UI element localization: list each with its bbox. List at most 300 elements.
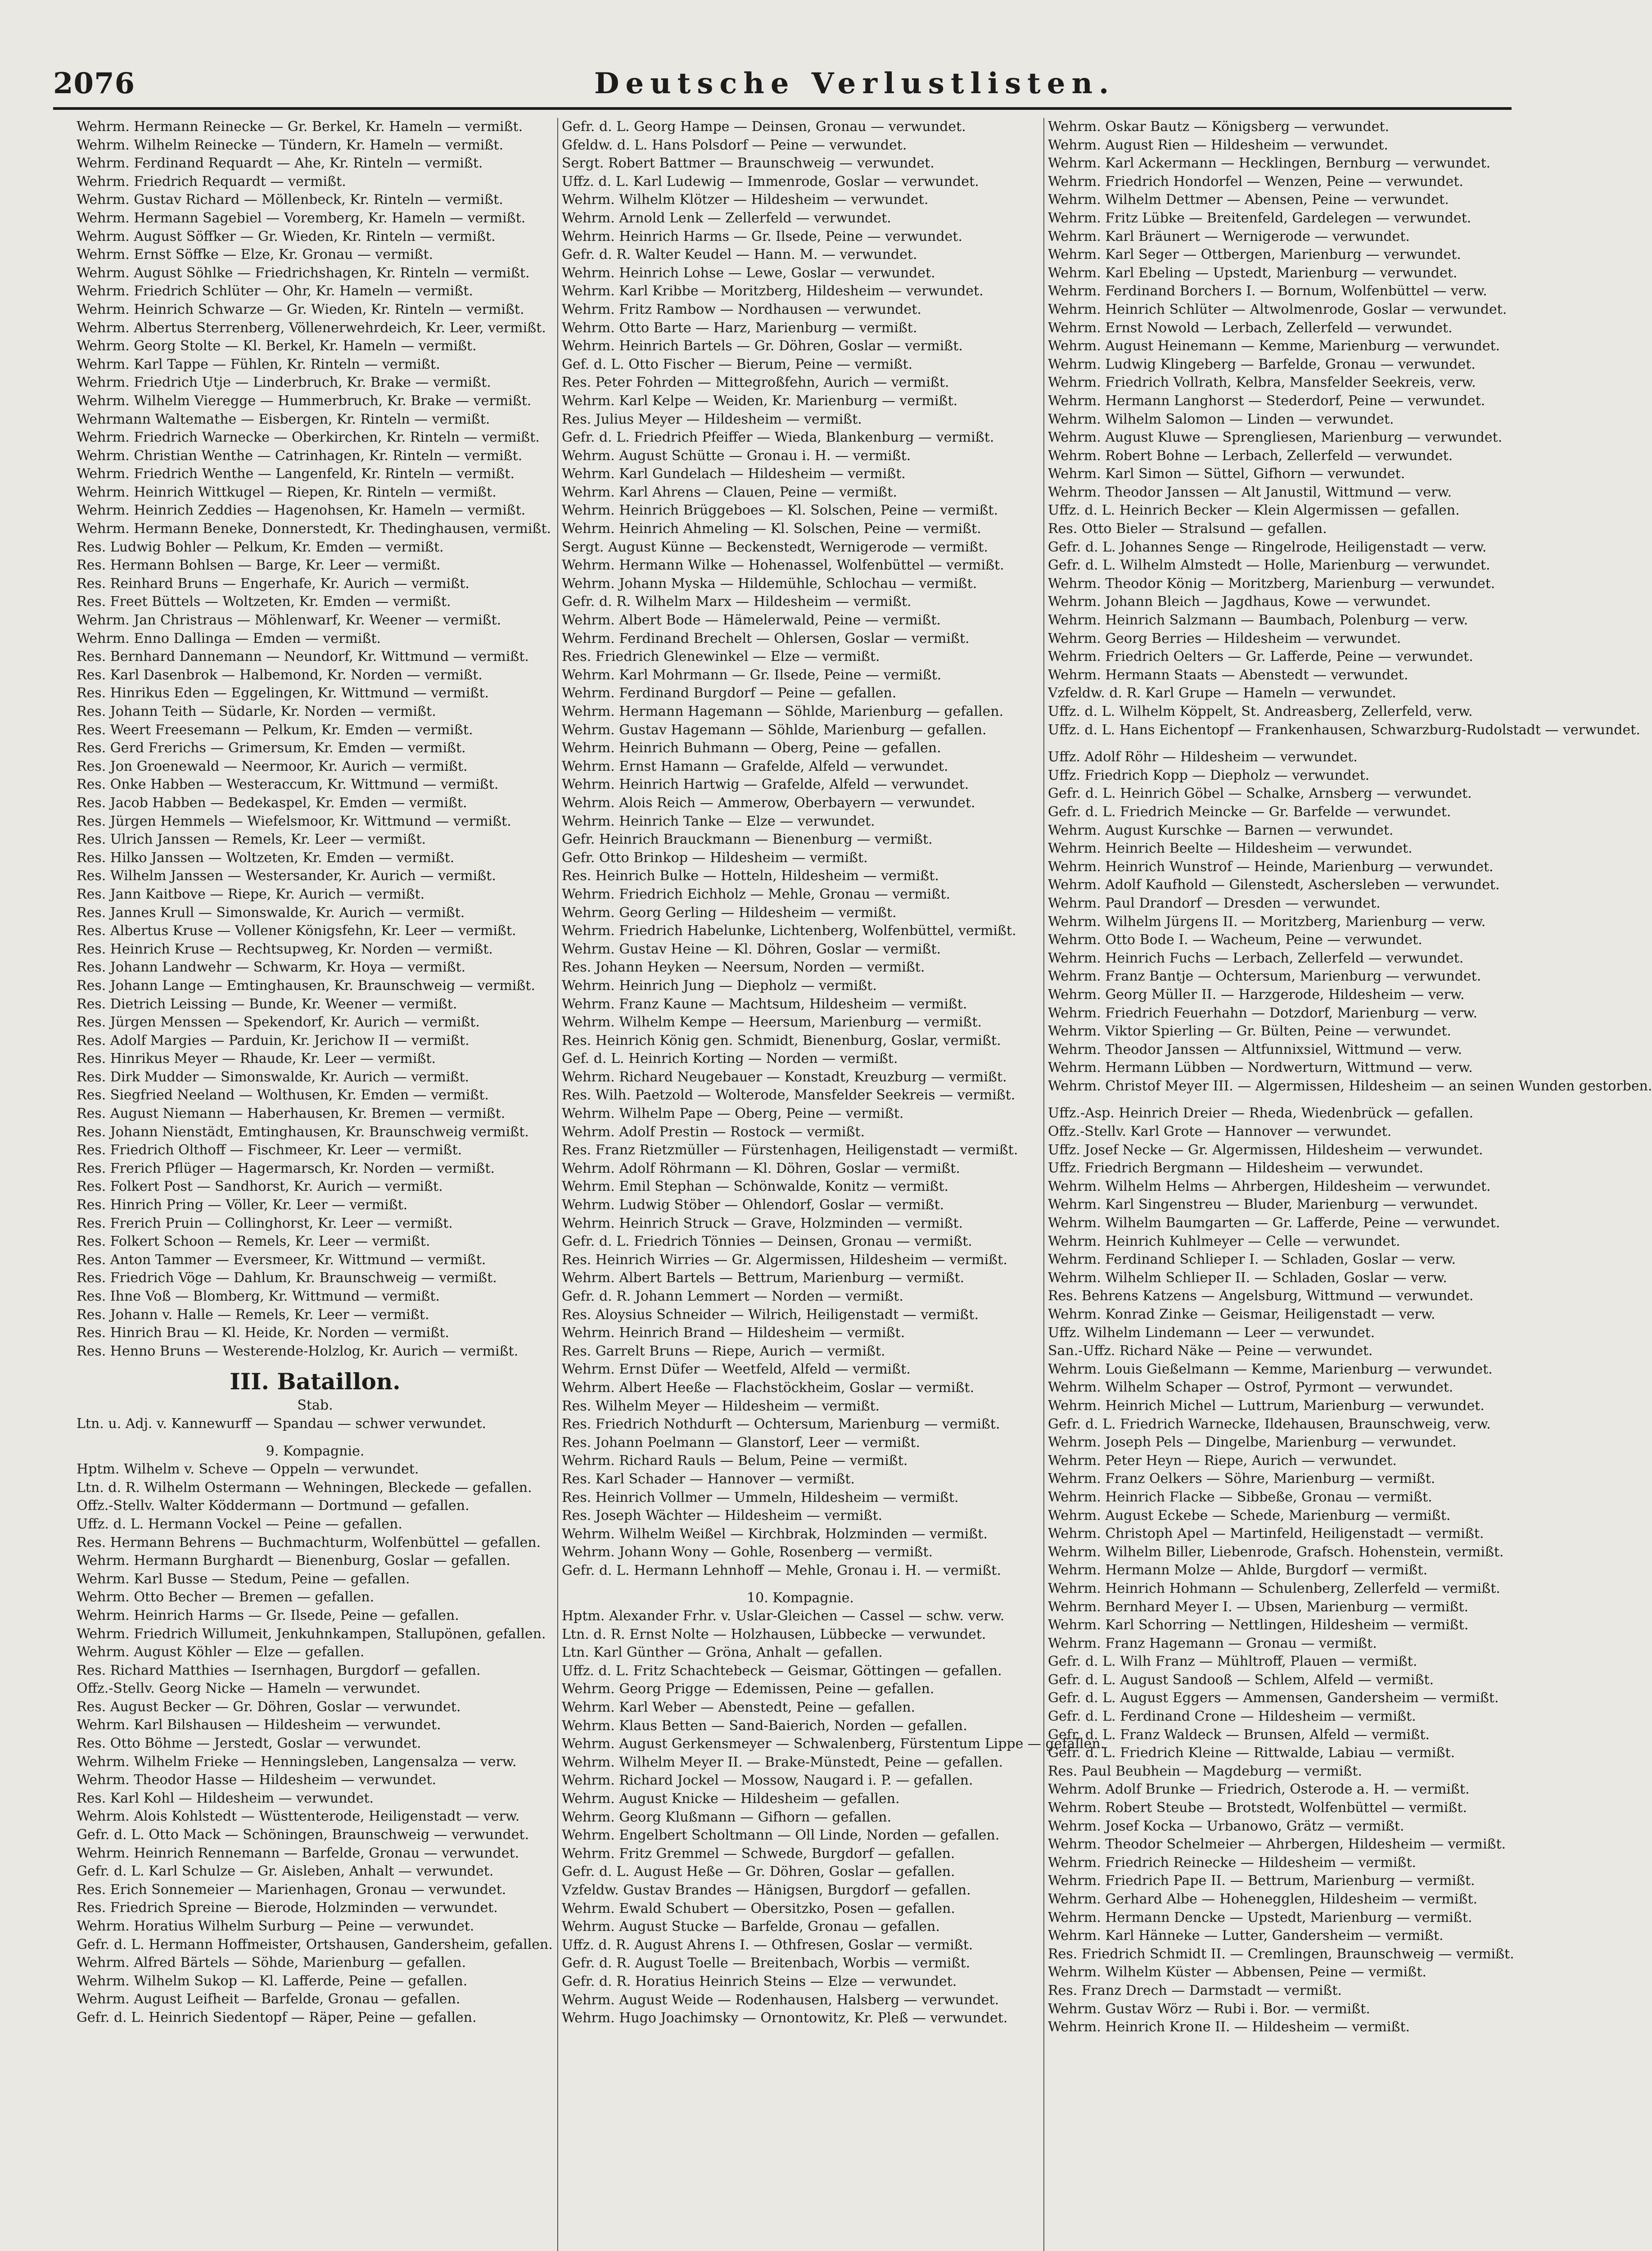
list-entry: Wehrm. Richard Neugebauer — Konstadt, Kreuzburg — vermißt. — [562, 1069, 1007, 1085]
list-entry: Offz.-Stellv. Georg Nicke — Hameln — verwundet. — [77, 1681, 421, 1697]
list-entry: Wehrm. Heinrich Schwarze — Gr. Wieden, Kr. Rinteln — vermißt. — [77, 301, 524, 317]
list-entry: Wehrm. Heinrich Lohse — Lewe, Goslar — verwundet. — [562, 265, 935, 281]
list-entry: Wehrm. Friedrich Eichholz — Mehle, Gronau — vermißt. — [562, 886, 950, 902]
list-entry: Res. Adolf Margies — Parduin, Kr. Jerichow II — vermißt. — [77, 1032, 469, 1049]
list-entry: Wehrm. August Rien — Hildesheim — verwundet. — [1048, 137, 1388, 153]
list-entry: Wehrm. Friedrich Pape II. — Bettrum, Marienburg — vermißt. — [1048, 1873, 1475, 1889]
list-entry: Gefr. d. L. Otto Mack — Schöningen, Braunschweig — verwundet. — [77, 1827, 529, 1843]
list-entry: Wehrm. Karl Ebeling — Upstedt, Marienburg — verwundet. — [1048, 265, 1458, 281]
list-entry: Wehrm. Wilhelm Pape — Oberg, Peine — vermißt. — [562, 1106, 904, 1122]
list-entry: Wehrm. August Gerkensmeyer — Schwalenberg, Fürstentum Lippe — gefallen. — [562, 1736, 1105, 1752]
list-entry: Wehrm. Wilhelm Schaper — Ostrof, Pyrmont — verwundet. — [1048, 1379, 1453, 1396]
list-entry: Gefr. d. R. August Toelle — Breitenbach, Worbis — vermißt. — [562, 1955, 970, 1971]
list-entry: Wehrm. Johann Wony — Gohle, Rosenberg — vermißt. — [562, 1544, 933, 1560]
list-entry: Wehrm. Theodor König — Moritzberg, Marienburg — verwundet. — [1048, 575, 1495, 592]
list-entry: Res. Henno Bruns — Westerende-Holzlog, Kr. Aurich — vermißt. — [77, 1343, 519, 1359]
list-entry: Wehrm. Theodor Hasse — Hildesheim — verwundet. — [77, 1772, 437, 1788]
list-entry: Wehrm. Heinrich Harms — Gr. Ilsede, Peine — verwundet. — [562, 228, 963, 244]
list-entry: Wehrm. Ferdinand Requardt — Ahe, Kr. Rinteln — vermißt. — [77, 155, 483, 172]
list-entry: Res. Hermann Behrens — Buchmachturm, Wolfenbüttel — gefallen. — [77, 1534, 541, 1550]
list-entry: Wehrm. Albertus Sterrenberg, Völlenerwehrdeich, Kr. Leer, vermißt. — [77, 320, 546, 336]
list-entry: Res. August Becker — Gr. Döhren, Goslar — verwundet. — [77, 1699, 461, 1715]
list-entry: Wehrm. Wilhelm Vieregge — Hummerbruch, Kr. Brake — vermißt. — [77, 393, 532, 409]
list-entry: Wehrm. Otto Barte — Harz, Marienburg — vermißt. — [562, 320, 917, 336]
list-entry: Res. Folkert Post — Sandhorst, Kr. Aurich — vermißt. — [77, 1179, 443, 1195]
list-entry: Wehrm. Hugo Joachimsky — Ornontowitz, Kr. Pleß — verwundet. — [562, 2010, 1008, 2026]
list-entry: Wehrm. Arnold Lenk — Zellerfeld — verwundet. — [562, 210, 891, 226]
list-entry: Wehrm. Wilhelm Jürgens II. — Moritzberg, Marienburg — verw. — [1048, 913, 1486, 930]
list-entry: Wehrm. Gustav Hagemann — Söhlde, Marienburg — gefallen. — [562, 722, 987, 738]
list-entry: Gefr. d. L. Hermann Hoffmeister, Ortshausen, Gandersheim, gefallen. — [77, 1936, 553, 1953]
list-entry: Res. Johann Poelmann — Glanstorf, Leer — vermißt. — [562, 1434, 920, 1451]
list-entry: Wehrm. Klaus Betten — Sand-Baierich, Norden — gefallen. — [562, 1718, 967, 1734]
list-entry: Wehrm. Albert Bode — Hämelerwald, Peine — vermißt. — [562, 612, 941, 628]
list-entry: Wehrm. Friedrich Warnecke — Oberkirchen, Kr. Rinteln — vermißt. — [77, 429, 540, 446]
list-entry: Gef. d. L. Otto Fischer — Bierum, Peine — vermißt. — [562, 356, 913, 372]
list-entry: Res. Johann Landwehr — Schwarm, Kr. Hoya — vermißt. — [77, 959, 466, 976]
list-entry: Gefr. d. L. Wilh Franz — Mühltroff, Plauen — vermißt. — [1048, 1654, 1417, 1670]
list-entry: Wehrm. Georg Müller II. — Harzgerode, Hildesheim — verw. — [1048, 986, 1465, 1003]
battalion-heading: III. Bataillon. — [230, 1368, 401, 1395]
list-entry: Res. Paul Beubhein — Magdeburg — vermißt. — [1048, 1763, 1362, 1779]
list-entry: Uffz. d. L. Karl Ludewig — Immenrode, Goslar — verwundet. — [562, 173, 979, 190]
list-entry: Res. Karl Dasenbrok — Halbemond, Kr. Norden — vermißt. — [77, 667, 483, 683]
list-entry: Wehrm. Ferdinand Brechelt — Ohlersen, Goslar — vermißt. — [562, 630, 970, 646]
list-entry: Wehrm. Christoph Apel — Martinfeld, Heiligenstadt — vermißt. — [1048, 1526, 1484, 1542]
list-entry: Res. Erich Sonnemeier — Marienhagen, Gronau — verwundet. — [77, 1881, 506, 1898]
list-entry: Res. Hermann Bohlsen — Barge, Kr. Leer — vermißt. — [77, 557, 441, 574]
list-entry: Wehrm. Wilhelm Frieke — Henningsleben, Langensalza — verw. — [77, 1754, 517, 1770]
list-entry: Wehrm. Adolf Prestin — Rostock — vermißt. — [562, 1124, 865, 1140]
list-entry: Wehrm. Karl Hänneke — Lutter, Gandersheim — vermißt. — [1048, 1928, 1444, 1944]
list-entry: Wehrm. Heinrich Wittkugel — Riepen, Kr. Rinteln — vermißt. — [77, 484, 497, 500]
list-entry: Wehrm. Ludwig Klingeberg — Barfelde, Gronau — verwundet. — [1048, 356, 1476, 372]
company-heading: 10. Kompagnie. — [747, 1590, 854, 1606]
list-entry: Wehrm. Richard Jockel — Mossow, Naugard i. P. — gefallen. — [562, 1772, 973, 1789]
list-entry: Wehrm. Ferdinand Borchers I. — Bornum, Wolfenbüttel — verw. — [1048, 283, 1487, 299]
list-entry: Wehrm. Robert Steube — Brotstedt, Wolfenbüttel — vermißt. — [1048, 1800, 1467, 1816]
list-entry: Res. Anton Tammer — Eversmeer, Kr. Wittmund — vermißt. — [77, 1252, 486, 1268]
list-entry: Wehrm. Ludwig Stöber — Ohlendorf, Goslar — vermißt. — [562, 1197, 944, 1213]
list-entry: Res. Jannes Krull — Simonswalde, Kr. Aurich — vermißt. — [77, 904, 465, 921]
list-entry: Wehrm. Hermann Wilke — Hohenassel, Wolfenbüttel — vermißt. — [562, 557, 1004, 574]
list-entry: Wehrm. Hermann Lübben — Nordwerturn, Wittmund — verw. — [1048, 1060, 1473, 1076]
list-entry: Wehrm. Ernst Nowold — Lerbach, Zellerfeld — verwundet. — [1048, 320, 1453, 336]
list-entry: Wehrm. Hermann Beneke, Donnerstedt, Kr. Thedinghausen, vermißt. — [77, 521, 551, 537]
list-entry: Res. Peter Fohrden — Mittegroßfehn, Aurich — vermißt. — [562, 375, 949, 391]
list-entry — [1048, 739, 1512, 748]
list-entry: Gefr. d. L. Heinrich Siedentopf — Räper, Peine — gefallen. — [77, 2009, 477, 2025]
list-entry: Res. Hinrikus Meyer — Rhaude, Kr. Leer — vermißt. — [77, 1051, 436, 1067]
list-entry: Wehrm. Heinrich Ahmeling — Kl. Solschen, Peine — vermißt. — [562, 521, 981, 537]
list-entry: Wehrm. Peter Heyn — Riepe, Aurich — verwundet. — [1048, 1452, 1397, 1469]
list-entry: Vzfeldw. d. R. Karl Grupe — Hameln — verwundet. — [1048, 685, 1396, 701]
list-entry: Gefr. d. L. Heinrich Göbel — Schalke, Arnsberg — verwundet. — [1048, 786, 1472, 802]
list-entry: Wehrm. Heinrich Hohmann — Schulenberg, Zellerfeld — vermißt. — [1048, 1580, 1500, 1596]
list-entry: Res. Hinrikus Eden — Eggelingen, Kr. Wittmund — vermißt. — [77, 685, 489, 701]
list-entry: Wehrm. Heinrich Brüggeboes — Kl. Solschen, Peine — vermißt. — [562, 502, 998, 519]
list-entry: Wehrm. Friedrich Wenthe — Langenfeld, Kr. Rinteln — vermißt. — [77, 466, 515, 482]
list-entry: Res. Behrens Katzens — Angelsburg, Wittmund — verwundet. — [1048, 1288, 1474, 1304]
list-entry: Wehrm. Ewald Schubert — Obersitzko, Posen — gefallen. — [562, 1900, 955, 1917]
list-entry: Wehrm. Adolf Röhrmann — Kl. Döhren, Goslar — vermißt. — [562, 1160, 960, 1176]
list-entry: Wehrm. Emil Stephan — Schönwalde, Konitz — vermißt. — [562, 1179, 949, 1195]
list-entry: Res. Dirk Mudder — Simonswalde, Kr. Aurich — vermißt. — [77, 1069, 469, 1085]
list-entry: Wehrm. Friedrich Schlüter — Ohr, Kr. Hameln — vermißt. — [77, 283, 473, 299]
list-entry: Wehrm. Georg Prigge — Edemissen, Peine — gefallen. — [562, 1681, 934, 1697]
list-entry: Res. Frerich Pflüger — Hagermarsch, Kr. Norden — vermißt. — [77, 1160, 495, 1176]
list-entry: Wehrm. Friedrich Requardt — vermißt. — [77, 173, 346, 190]
header-rule — [53, 107, 1512, 110]
list-entry: Res. Hinrich Brau — Kl. Heide, Kr. Norden — vermißt. — [77, 1325, 450, 1341]
list-entry: Wehrm. Ferdinand Schlieper I. — Schladen, Goslar — verw. — [1048, 1252, 1456, 1268]
list-entry: Gefr. d. R. Horatius Heinrich Steins — Elze — verwundet. — [562, 1973, 957, 1989]
list-entry: Wehrm. Heinrich Jung — Diepholz — vermißt. — [562, 977, 877, 994]
list-entry: Wehrm. Heinrich Fuchs — Lerbach, Zellerfeld — verwundet. — [1048, 950, 1464, 966]
staff-heading: Stab. — [297, 1397, 333, 1414]
list-entry: Wehrm. Wilhelm Sukop — Kl. Lafferde, Peine — gefallen. — [77, 1973, 468, 1989]
list-entry: Wehrm. August Stucke — Barfelde, Gronau — gefallen. — [562, 1919, 940, 1935]
list-entry: Wehrm. Heinrich Struck — Grave, Holzminden — vermißt. — [562, 1215, 963, 1231]
casualty-list — [562, 1607, 1105, 2028]
page-number: 2076 — [53, 67, 135, 100]
list-entry: Wehrm. Karl Mohrmann — Gr. Ilsede, Peine — vermißt. — [562, 667, 942, 683]
list-entry: Wehrm. Gustav Heine — Kl. Döhren, Goslar — vermißt. — [562, 941, 941, 957]
list-entry: Res. Reinhard Bruns — Engerhafe, Kr. Aurich — vermißt. — [77, 575, 469, 592]
list-entry: Wehrm. August Söffker — Gr. Wieden, Kr. Rinteln — vermißt. — [77, 228, 496, 244]
page-title: Deutsche Verlustlisten. — [594, 67, 1115, 100]
list-entry: Gefr. d. L. Karl Schulze — Gr. Aisleben, Anhalt — verwundet. — [77, 1863, 494, 1880]
list-entry: Res. Siegfried Neeland — Wolthusen, Kr. Emden — vermißt. — [77, 1087, 489, 1103]
casualty-list — [77, 1460, 554, 2027]
list-entry: Wehrm. Josef Kocka — Urbanowo, Grätz — vermißt. — [1048, 1818, 1404, 1834]
list-entry: Wehrm. Gustav Richard — Möllenbeck, Kr. Rinteln — vermißt. — [77, 192, 503, 208]
list-entry: Wehrm. Gerhard Albe — Hohenegglen, Hildesheim — vermißt. — [1048, 1891, 1478, 1907]
list-entry: Res. Aloysius Schneider — Wilrich, Heiligenstadt — vermißt. — [562, 1306, 979, 1323]
list-entry: Offz.-Stellv. Walter Köddermann — Dortmund — gefallen. — [77, 1498, 469, 1514]
list-entry: Gefr. d. L. Friedrich Meincke — Gr. Barfelde — verwundet. — [1048, 804, 1451, 820]
list-entry: Res. Jürgen Menssen — Spekendorf, Kr. Aurich — vermißt. — [77, 1014, 480, 1031]
list-entry: Res. Franz Rietzmüller — Fürstenhagen, Heiligenstadt — vermißt. — [562, 1142, 1018, 1158]
list-entry: Wehrm. Wilhelm Kempe — Heersum, Marienburg — vermißt. — [562, 1014, 982, 1031]
list-entry: Wehrm. Georg Gerling — Hildesheim — vermißt. — [562, 904, 897, 921]
list-entry: Wehrm. Friedrich Habelunke, Lichtenberg, Wolfenbüttel, vermißt. — [562, 923, 1016, 939]
list-entry: Wehrm. Christian Wenthe — Catrinhagen, Kr. Rinteln — vermißt. — [77, 447, 523, 464]
list-entry: Ltn. d. R. Wilhelm Ostermann — Wehningen, Bleckede — gefallen. — [77, 1479, 532, 1496]
list-entry: Uffz. d. L. Hermann Vockel — Peine — gefallen. — [77, 1516, 402, 1532]
list-entry: Wehrm. Gustav Wörz — Rubi i. Bor. — vermißt. — [1048, 2001, 1370, 2017]
list-entry: Res. Johann Lange — Emtinghausen, Kr. Braunschweig — vermißt. — [77, 977, 536, 994]
list-entry: Gefr. d. L. August Sandooß — Schlem, Alfeld — vermißt. — [1048, 1672, 1434, 1688]
list-entry: Uffz. Wilhelm Lindemann — Leer — verwundet. — [1048, 1324, 1375, 1341]
list-entry: Res. Friedrich Vöge — Dahlum, Kr. Braunschweig — vermißt. — [77, 1270, 497, 1286]
list-entry: Wehrm. Georg Berries — Hildesheim — verwundet. — [1048, 630, 1401, 646]
list-entry: Wehrm. Heinrich Harms — Gr. Ilsede, Peine — gefallen. — [77, 1607, 459, 1623]
list-entry: Wehrm. Wilhelm Klötzer — Hildesheim — verwundet. — [562, 192, 929, 208]
list-entry: Wehrm. August Weide — Rodenhausen, Halsberg — verwundet. — [562, 1992, 999, 2008]
list-entry: Res. Frerich Pruin — Collinghorst, Kr. Leer — vermißt. — [77, 1215, 453, 1231]
list-entry: Uffz. d. L. Hans Eichentopf — Frankenhausen, Schwarzburg-Rudolstadt — verwundet. — [1048, 722, 1640, 738]
list-entry: Res. Franz Drech — Darmstadt — vermißt. — [1048, 1982, 1342, 1998]
staff-entry: Ltn. u. Adj. v. Kannewurff — Spandau — schwer verwundet. — [77, 1415, 487, 1432]
list-entry: Wehrm. Wilhelm Meyer II. — Brake-Münstedt, Peine — gefallen. — [562, 1754, 1003, 1770]
list-entry: Res. Heinrich Vollmer — Ummeln, Hildesheim — vermißt. — [562, 1489, 959, 1505]
list-entry: Wehrm. Karl Kelpe — Weiden, Kr. Marienburg — vermißt. — [562, 393, 958, 409]
list-entry: Wehrm. August Knicke — Hildesheim — gefallen. — [562, 1791, 900, 1807]
list-entry: Wehrm. Heinrich Salzmann — Baumbach, Polenburg — verw. — [1048, 612, 1468, 628]
list-entry: Res. Garrelt Bruns — Riepe, Aurich — vermißt. — [562, 1343, 885, 1359]
list-entry: Wehrm. Friedrich Vollrath, Kelbra, Mansfelder Seekreis, verw. — [1048, 375, 1476, 391]
list-entry: Res. Friedrich Olthoff — Fischmeer, Kr. Leer — vermißt. — [77, 1142, 462, 1158]
list-entry: Wehrm. Richard Rauls — Belum, Peine — vermißt. — [562, 1453, 908, 1469]
list-entry: Res. Richard Matthies — Isernhagen, Burgdorf — gefallen. — [77, 1662, 481, 1678]
list-entry: Res. Hinrich Pring — Völler, Kr. Leer — vermißt. — [77, 1197, 408, 1213]
list-entry: Wehrm. Oskar Bautz — Königsberg — verwundet. — [1048, 119, 1390, 135]
list-entry: Wehrm. Karl Bräunert — Wernigerode — verwundet. — [1048, 228, 1410, 244]
list-entry: Wehrm. Karl Ackermann — Hecklingen, Bernburg — verwundet. — [1048, 155, 1491, 172]
list-entry: Res. Onke Habben — Westeraccum, Kr. Wittmund — vermißt. — [77, 777, 499, 793]
list-entry: Uffz. Adolf Röhr — Hildesheim — verwundet. — [1048, 749, 1358, 765]
list-entry: Res. Ihne Voß — Blomberg, Kr. Wittmund — vermißt. — [77, 1288, 440, 1304]
list-entry: Res. Johann Nienstädt, Emtinghausen, Kr. Braunschweig vermißt. — [77, 1124, 529, 1140]
list-entry: Wehrm. Theodor Janssen — Alt Janustil, Wittmund — verw. — [1048, 484, 1452, 500]
list-entry: Wehrm. Heinrich Brand — Hildesheim — vermißt. — [562, 1325, 905, 1341]
list-entry: Wehrm. Fritz Rambow — Nordhausen — verwundet. — [562, 301, 921, 317]
list-entry: Wehrm. Adolf Brunke — Friedrich, Osterode a. H. — vermißt. — [1048, 1781, 1470, 1798]
list-entry: Res. Friedrich Schmidt II. — Cremlingen, Braunschweig — vermißt. — [1048, 1946, 1514, 1962]
list-entry: Gefr. d. L. Franz Waldeck — Brunsen, Alfeld — vermißt. — [1048, 1727, 1430, 1743]
list-entry: Wehrm. August Leifheit — Barfelde, Gronau — gefallen. — [77, 1991, 460, 2007]
list-entry: Wehrm. Wilhelm Dettmer — Abensen, Peine — verwundet. — [1048, 192, 1449, 208]
list-entry: Wehrm. Friedrich Feuerhahn — Dotzdorf, Marienburg — verw. — [1048, 1005, 1478, 1021]
casualty-list — [77, 118, 554, 1361]
list-entry: Wehrm. Georg Stolte — Kl. Berkel, Kr. Hameln — vermißt. — [77, 338, 477, 354]
list-entry: Wehrm. Karl Tappe — Fühlen, Kr. Rinteln — vermißt. — [77, 356, 440, 372]
list-entry: Res. Otto Bieler — Stralsund — gefallen. — [1048, 521, 1327, 537]
list-entry: Uffz. d. R. August Ahrens I. — Othfresen, Goslar — vermißt. — [562, 1937, 973, 1953]
list-entry: Wehrm. Ernst Düfer — Weetfeld, Alfeld — vermißt. — [562, 1361, 911, 1378]
list-entry: Wehrm. Robert Bohne — Lerbach, Zellerfeld — verwundet. — [1048, 447, 1453, 464]
list-entry: Offz.-Stellv. Karl Grote — Hannover — verwundet. — [1048, 1124, 1392, 1140]
list-entry: Uffz. d. L. Fritz Schachtebeck — Geismar, Göttingen — gefallen. — [562, 1663, 1002, 1679]
list-entry: Gefr. d. L. Hermann Lehnhoff — Mehle, Gronau i. H. — vermißt. — [562, 1562, 1001, 1578]
list-entry: Wehrm. Friedrich Hondorfel — Wenzen, Peine — verwundet. — [1048, 173, 1463, 190]
list-entry: Wehrm. Franz Oelkers — Söhre, Marienburg — vermißt. — [1048, 1471, 1435, 1487]
list-entry: Res. Johann Heyken — Neersum, Norden — vermißt. — [562, 959, 925, 976]
list-entry: Gefr. d. L. Friedrich Warnecke, Ildehausen, Braunschweig, verw. — [1048, 1416, 1491, 1432]
list-entry: Gefr. d. L. Johannes Senge — Ringelrode, Heiligenstadt — verw. — [1048, 539, 1487, 555]
list-entry: Wehrm. August Heinemann — Kemme, Marienburg — verwundet. — [1048, 338, 1500, 354]
list-entry: Wehrm. Karl Singenstreu — Bluder, Marienburg — verwundet. — [1048, 1197, 1478, 1213]
list-entry: San.-Uffz. Richard Näke — Peine — verwundet. — [1048, 1343, 1373, 1359]
list-entry: Wehrm. Hermann Sagebiel — Voremberg, Kr. Hameln — vermißt. — [77, 210, 526, 226]
list-entry: Hptm. Alexander Frhr. v. Uslar-Gleichen — Cassel — schw. verw. — [562, 1608, 1005, 1624]
list-entry: Wehrm. Georg Klußmann — Gifhorn — gefallen. — [562, 1809, 892, 1825]
list-entry: Res. Freet Büttels — Woltzeten, Kr. Emden — vermißt. — [77, 594, 451, 610]
list-entry: Uffz. d. L. Wilhelm Köppelt, St. Andreasberg, Zellerfeld, verw. — [1048, 704, 1473, 719]
column-separator — [557, 118, 558, 2251]
column-2 — [562, 118, 1105, 2028]
list-entry: Wehrm. August Söhlke — Friedrichshagen, Kr. Rinteln — vermißt. — [77, 265, 530, 281]
list-entry: Sergt. August Künne — Beckenstedt, Wernigerode — vermißt. — [562, 539, 988, 555]
list-entry: Wehrm. Johann Myska — Hildemühle, Schlochau — vermißt. — [562, 575, 977, 592]
list-entry: Wehrm. Jan Christraus — Möhlenwarf, Kr. Weener — vermißt. — [77, 612, 501, 628]
list-entry: Wehrm. Johann Bleich — Jagdhaus, Kowe — verwundet. — [1048, 594, 1431, 610]
list-entry: Wehrm. Heinrich Michel — Luttrum, Marienburg — verwundet. — [1048, 1397, 1485, 1414]
list-entry: Wehrm. Karl Kribbe — Moritzberg, Hildesheim — verwundet. — [562, 283, 984, 299]
list-entry: Res. Ulrich Janssen — Remels, Kr. Leer — vermißt. — [77, 832, 426, 848]
list-entry: Res. Wilhelm Janssen — Westersander, Kr. Aurich — vermißt. — [77, 868, 496, 884]
list-entry: Wehrm. Hermann Dencke — Upstedt, Marienburg — vermißt. — [1048, 1909, 1472, 1926]
list-entry: Res. Heinrich Bulke — Hotteln, Hildesheim — vermißt. — [562, 868, 939, 884]
list-entry: Wehrm. Konrad Zinke — Geismar, Heiligenstadt — verw. — [1048, 1306, 1435, 1322]
list-entry: Wehrm. Theodor Janssen — Altfunnixsiel, Wittmund — verw. — [1048, 1041, 1462, 1058]
list-entry: Wehrm. Albert Heeße — Flachstöckheim, Goslar — vermißt. — [562, 1379, 975, 1396]
list-entry: Uffz.-Asp. Heinrich Dreier — Rheda, Wiedenbrück — gefallen. — [1048, 1105, 1474, 1121]
list-entry: Wehrm. Louis Gießelmann — Kemme, Marienburg — verwundet. — [1048, 1361, 1493, 1377]
list-entry: Wehrm. Heinrich Tanke — Elze — verwundet. — [562, 813, 875, 829]
list-entry: Res. Friedrich Spreine — Bierode, Holzminden — verwundet. — [77, 1900, 498, 1916]
list-entry: Res. Jürgen Hemmels — Wiefelsmoor, Kr. Wittmund — vermißt. — [77, 813, 511, 829]
list-entry: Wehrm. Viktor Spierling — Gr. Bülten, Peine — verwundet. — [1048, 1023, 1451, 1040]
list-entry: Res. Heinrich König gen. Schmidt, Bienenburg, Goslar, vermißt. — [562, 1032, 1001, 1049]
list-entry: Wehrm. Otto Becher — Bremen — gefallen. — [77, 1589, 375, 1605]
list-entry: Res. August Niemann — Haberhausen, Kr. Bremen — vermißt. — [77, 1106, 506, 1122]
list-entry: Res. Folkert Schoon — Remels, Kr. Leer — vermißt. — [77, 1234, 430, 1250]
list-entry: Gefr. Heinrich Brauckmann — Bienenburg — vermißt. — [562, 832, 933, 848]
list-entry: Res. Heinrich Wirries — Gr. Algermissen, Hildesheim — vermißt. — [562, 1252, 1007, 1268]
list-entry: Wehrm. Wilhelm Reinecke — Tündern, Kr. Hameln — vermißt. — [77, 137, 504, 153]
list-entry: Wehrm. Heinrich Flacke — Sibbeße, Gronau — vermißt. — [1048, 1489, 1432, 1505]
list-entry: Gefr. d. R. Walter Keudel — Hann. M. — verwundet. — [562, 247, 917, 263]
list-entry: Wehrm. Heinrich Bartels — Gr. Döhren, Goslar — vermißt. — [562, 338, 963, 354]
list-entry: Wehrmann Waltemathe — Eisbergen, Kr. Rinteln — vermißt. — [77, 411, 490, 427]
list-entry: Wehrm. Theodor Schelmeier — Ahrbergen, Hildesheim — vermißt. — [1048, 1836, 1506, 1853]
list-entry: Res. Otto Böhme — Jerstedt, Goslar — verwundet. — [77, 1736, 421, 1752]
list-entry: Wehrm. Bernhard Meyer I. — Ubsen, Marienburg — vermißt. — [1048, 1599, 1469, 1615]
list-entry: Res. Karl Schader — Hannover — vermißt. — [562, 1471, 855, 1487]
list-entry: Wehrm. Joseph Pels — Dingelbe, Marienburg — verwundet. — [1048, 1434, 1457, 1451]
list-entry: Gefr. d. L. Friedrich Pfeiffer — Wieda, Blankenburg — vermißt. — [562, 429, 994, 446]
casualty-list — [562, 118, 1039, 1580]
list-entry: Wehrm. Wilhelm Biller, Liebenrode, Grafsch. Hohenstein, vermißt. — [1048, 1544, 1504, 1560]
company-heading: 9. Kompagnie. — [266, 1443, 365, 1459]
list-entry: Wehrm. Wilhelm Helms — Ahrbergen, Hildesheim — verwundet. — [1048, 1178, 1491, 1194]
list-entry: Res. Wilhelm Meyer — Hildesheim — vermißt. — [562, 1398, 880, 1414]
list-entry: Wehrm. Karl Busse — Stedum, Peine — gefallen. — [77, 1571, 410, 1587]
list-entry: Gef. d. L. Heinrich Korting — Norden — vermißt. — [562, 1051, 898, 1067]
list-entry: Wehrm. Hermann Langhorst — Stederdorf, Peine — verwundet. — [1048, 393, 1485, 409]
list-entry: Res. Dietrich Leissing — Bunde, Kr. Weener — vermißt. — [77, 996, 457, 1012]
list-entry: Wehrm. Heinrich Buhmann — Oberg, Peine — gefallen. — [562, 740, 941, 756]
list-entry: Wehrm. Heinrich Schlüter — Altwolmenrode, Goslar — verwundet. — [1048, 301, 1507, 317]
list-entry: Wehrm. Hermann Molze — Ahlde, Burgdorf — vermißt. — [1048, 1562, 1428, 1578]
list-entry: Wehrm. Heinrich Hartwig — Grafelde, Alfeld — verwundet. — [562, 777, 969, 793]
list-entry: Gefr. d. L. Georg Hampe — Deinsen, Gronau — verwundet. — [562, 119, 966, 135]
list-entry: Ltn. d. R. Ernst Nolte — Holzhausen, Lübbecke — verwundet. — [562, 1626, 986, 1642]
list-entry: Wehrm. Paul Drandorf — Dresden — verwundet. — [1048, 895, 1381, 911]
list-entry: Res. Johann Teith — Südarle, Kr. Norden — vermißt. — [77, 704, 436, 719]
list-entry: Res. Weert Freesemann — Pelkum, Kr. Emden — vermißt. — [77, 722, 473, 738]
list-entry: Wehrm. August Köhler — Elze — gefallen. — [77, 1644, 365, 1660]
list-entry: Wehrm. Hermann Staats — Abenstedt — verwundet. — [1048, 667, 1408, 683]
list-entry: Gefr. d. L. Ferdinand Crone — Hildesheim — vermißt. — [1048, 1709, 1416, 1725]
list-entry: Uffz. d. L. Heinrich Becker — Klein Algermissen — gefallen. — [1048, 502, 1460, 519]
list-entry: Wehrm. Christof Meyer III. — Algermissen, Hildesheim — an seinen Wunden gestorben. — [1048, 1078, 1652, 1094]
list-entry: Gefr. d. L. Friedrich Kleine — Rittwalde, Labiau — vermißt. — [1048, 1745, 1455, 1761]
column-1 — [77, 118, 554, 2027]
list-entry: Wehrm. Wilhelm Schlieper II. — Schladen, Goslar — verw. — [1048, 1270, 1447, 1286]
list-entry: Wehrm. Franz Bantje — Ochtersum, Marienburg — verwundet. — [1048, 968, 1481, 985]
list-entry: Gefr. d. L. Friedrich Tönnies — Deinsen, Gronau — vermißt. — [562, 1234, 972, 1250]
list-entry: Uffz. Friedrich Bergmann — Hildesheim — verwundet. — [1048, 1160, 1423, 1176]
list-entry: Res. Hilko Janssen — Woltzeten, Kr. Emden — vermißt. — [77, 850, 455, 866]
list-entry: Wehrm. Horatius Wilhelm Surburg — Peine — verwundet. — [77, 1918, 474, 1934]
list-entry: Wehrm. Ernst Söffke — Elze, Kr. Gronau — vermißt. — [77, 247, 433, 263]
list-entry: Wehrm. Ernst Hamann — Grafelde, Alfeld — verwundet. — [562, 758, 948, 774]
list-entry: Wehrm. Alois Kohlstedt — Wüsttenterode, Heiligenstadt — verw. — [77, 1808, 520, 1825]
list-entry: Wehrm. Alfred Bärtels — Söhde, Marienburg — gefallen. — [77, 1955, 466, 1971]
list-entry: Wehrm. Enno Dallinga — Emden — vermißt. — [77, 630, 381, 646]
list-entry: Gefr. d. L. Wilhelm Almstedt — Holle, Marienburg — verwundet. — [1048, 557, 1490, 574]
list-entry: Wehrm. Heinrich Rennemann — Barfelde, Gronau — verwundet. — [77, 1845, 519, 1861]
list-entry: Wehrm. Wilhelm Weißel — Kirchbrak, Holzminden — vermißt. — [562, 1526, 988, 1542]
list-entry: Res. Bernhard Dannemann — Neundorf, Kr. Wittmund — vermißt. — [77, 649, 529, 665]
list-entry: Wehrm. Heinrich Beelte — Hildesheim — verwundet. — [1048, 841, 1413, 857]
list-entry: Wehrm. Alois Reich — Ammerow, Oberbayern — verwundet. — [562, 795, 975, 811]
list-entry: Wehrm. Hermann Burghardt — Bienenburg, Goslar — gefallen. — [77, 1553, 510, 1569]
list-entry: Wehrm. Adolf Kaufhold — Gilenstedt, Aschersleben — verwundet. — [1048, 877, 1500, 893]
column-3 — [1048, 118, 1652, 2037]
list-entry: Sergt. Robert Battmer — Braunschweig — verwundet. — [562, 155, 934, 172]
list-entry: Res. Julius Meyer — Hildesheim — vermißt. — [562, 411, 862, 427]
list-entry: Res. Heinrich Kruse — Rechtsupweg, Kr. Norden — vermißt. — [77, 941, 493, 957]
list-entry: Wehrm. Friedrich Reinecke — Hildesheim — vermißt. — [1048, 1854, 1417, 1871]
list-entry: Gfeldw. d. L. Hans Polsdorf — Peine — verwundet. — [562, 137, 907, 153]
list-entry: Gefr. d. L. August Eggers — Ammensen, Gandersheim — vermißt. — [1048, 1690, 1499, 1706]
list-entry: Wehrm. Fritz Gremmel — Schwede, Burgdorf — gefallen. — [562, 1845, 955, 1862]
list-entry: Ltn. Karl Günther — Gröna, Anhalt — gefallen. — [562, 1645, 883, 1661]
list-entry: Uffz. Friedrich Kopp — Diepholz — verwundet. — [1048, 767, 1370, 783]
list-entry: Res. Joseph Wächter — Hildesheim — vermißt. — [562, 1508, 883, 1524]
list-entry: Res. Wilh. Paetzold — Wolterode, Mansfelder Seekreis — vermißt. — [562, 1087, 1016, 1103]
list-entry: Wehrm. Heinrich Wunstrof — Heinde, Marienburg — verwundet. — [1048, 859, 1494, 875]
list-entry: Gefr. d. R. Johann Lemmert — Norden — vermißt. — [562, 1288, 903, 1304]
list-entry: Gefr. d. R. Wilhelm Marx — Hildesheim — vermißt. — [562, 594, 912, 610]
list-entry: Gefr. Otto Brinkop — Hildesheim — vermißt. — [562, 850, 868, 866]
list-entry: Wehrm. Karl Seger — Ottbergen, Marienburg — verwundet. — [1048, 247, 1461, 263]
list-entry — [1048, 1095, 1512, 1104]
list-entry: Wehrm. Fritz Lübke — Breitenfeld, Gardelegen — verwundet. — [1048, 210, 1471, 226]
list-entry: Wehrm. August Eckebe — Schede, Marienburg — vermißt. — [1048, 1507, 1451, 1523]
list-entry: Res. Albertus Kruse — Vollener Königsfehn, Kr. Leer — vermißt. — [77, 923, 516, 939]
list-entry: Vzfeldw. Gustav Brandes — Hänigsen, Burgdorf — gefallen. — [562, 1882, 971, 1898]
list-entry: Res. Karl Kohl — Hildesheim — verwundet. — [77, 1790, 374, 1806]
list-entry: Res. Ludwig Bohler — Pelkum, Kr. Emden — vermißt. — [77, 539, 444, 555]
list-entry: Wehrm. Karl Bilshausen — Hildesheim — verwundet. — [77, 1717, 441, 1733]
list-entry: Wehrm. Wilhelm Salomon — Linden — verwundet. — [1048, 411, 1394, 427]
list-entry: Wehrm. Hermann Reinecke — Gr. Berkel, Kr. Hameln — vermißt. — [77, 119, 523, 135]
list-entry: Res. Johann v. Halle — Remels, Kr. Leer — vermißt. — [77, 1306, 429, 1323]
list-entry: Wehrm. Karl Ahrens — Clauen, Peine — vermißt. — [562, 484, 897, 500]
list-entry: Gefr. d. L. August Heße — Gr. Döhren, Goslar — gefallen. — [562, 1864, 955, 1880]
list-entry: Res. Jacob Habben — Bedekaspel, Kr. Emden — vermißt. — [77, 795, 467, 811]
list-entry: Wehrm. Karl Simon — Süttel, Gifhorn — verwundet. — [1048, 466, 1405, 482]
list-entry: Wehrm. Franz Hagemann — Gronau — vermißt. — [1048, 1635, 1377, 1651]
list-entry: Wehrm. Wilhelm Baumgarten — Gr. Lafferde, Peine — verwundet. — [1048, 1215, 1500, 1231]
list-entry: Wehrm. Karl Weber — Abenstedt, Peine — gefallen. — [562, 1700, 916, 1716]
casualty-list — [1048, 118, 1652, 2037]
